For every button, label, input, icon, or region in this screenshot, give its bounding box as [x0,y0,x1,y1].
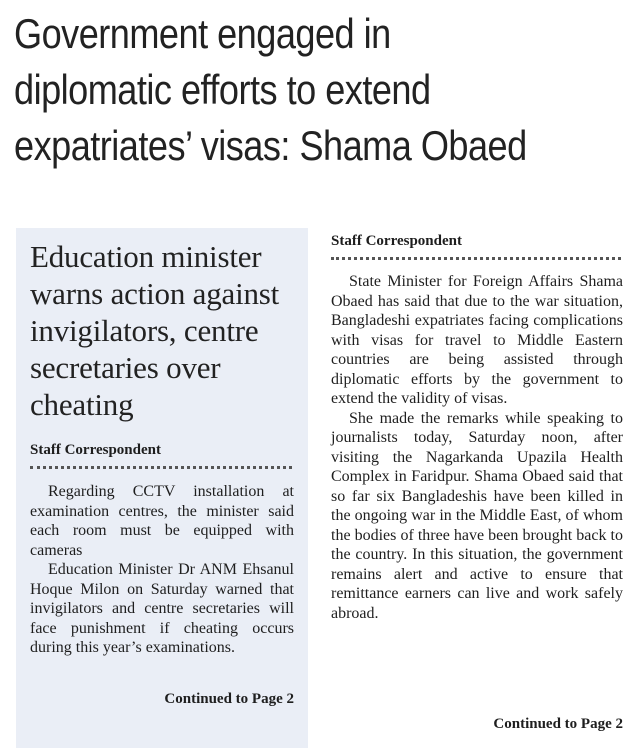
visa-story-paragraph-2: She made the remarks while speaking to journalists today, Saturday noon, after visiting the Nagarkanda Upazila Health Complex in Faridpur. Shama Obaed said that so far six Bangladeshis have been killed in the ongoing war in the Middle East, of whom the bodies of three have been brought back to the country. In this situation, the government remains alert and active to ensure that remittance earners can live and work safely abroad. [331,409,623,622]
visa-story-byline: Staff Correspondent [331,233,462,249]
byline-divider [331,257,621,260]
main-headline-line-1: Government engaged in [14,10,391,57]
education-story-continued-link[interactable]: Continued to Page 2 [164,691,294,707]
main-headline [14,6,540,174]
education-story-panel [16,228,308,748]
main-headline-line-2: diplomatic efforts to extend [14,66,431,113]
byline-divider [30,466,292,469]
education-story-paragraph-2: Education Minister Dr ANM Ehsanul Hoque Milon on Saturday warned that invigilators and centre secretaries will face punishment if cheating occurs during this year’s examinations. [30,561,294,656]
visa-story-paragraph-1: State Minister for Foreign Affairs Shama Obaed has said that due to the war situation, Bangladeshi expatriates facing complications with visas for travel to Middle Eastern countries are being assisted through diplomatic efforts by the government to extend the validity of visas. [331,273,623,407]
main-headline-line-3: expatriates’ visas: Shama Obaed [14,122,527,169]
education-story-headline: Education minister warns action against invigilators, centre secretaries over cheating [30,239,280,422]
education-story-paragraph-1: Regarding CCTV installation at examination centres, the minister said each room must be equipped with cameras [30,483,294,559]
visa-story-continued-link[interactable]: Continued to Page 2 [493,716,623,732]
education-story-byline: Staff Correspondent [30,442,161,458]
education-story-body [30,482,294,658]
visa-story-body [331,272,623,623]
